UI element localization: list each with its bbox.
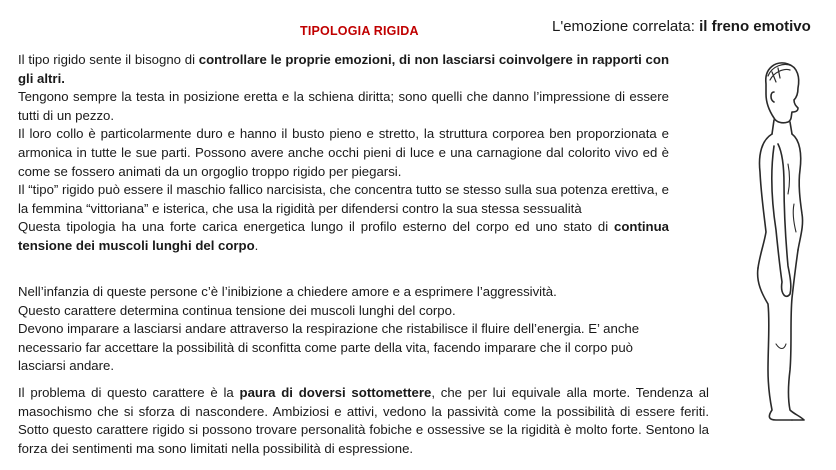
childhood-block — [18, 283, 669, 376]
paragraph-rigid-type: Il “tipo” rigido può essere il maschio fallico narcisista, che concentra tutto se stesso sulla sua potenza erettiva, e la femmina “vittoriana” e isterica, che usa la rigidità per difendersi contro la sua stessa sessualità — [18, 182, 669, 216]
paragraph-letting-go: Devono imparare a lasciarsi andare attraverso la respirazione che ristabilisce il fluire dell’energia. E’ anche necessario far accettare la possibilità di sconfitta come parte della vita, facendo imparare che il corpo può lasciarsi andare. — [18, 321, 640, 374]
text-span: Il problema di questo carattere è la — [18, 385, 240, 400]
text-span: . — [254, 237, 259, 253]
subtitle-prefix: L'emozione correlata: — [552, 18, 700, 35]
description-block — [18, 51, 669, 256]
knee-detail — [776, 344, 786, 349]
standing-man-figure — [728, 54, 836, 426]
emotion-subtitle — [552, 18, 811, 35]
bold-span: controllare le proprie emozioni, di non lasciarsi coinvolgere in rapporti con gli altri. — [18, 52, 670, 86]
paragraph-posture: Tengono sempre la testa in posizione eretta e la schiena diritta; sono quelli che danno l’impressione di essere tutti di un pezzo. — [18, 89, 669, 123]
subtitle-emphasis: il freno emotivo — [699, 18, 811, 35]
back-leg-outline — [758, 268, 792, 420]
text-span: Il tipo rigido sente il bisogno di — [18, 52, 199, 67]
paragraph-energy — [18, 218, 669, 255]
paragraph-control-emotions — [18, 51, 669, 88]
back-outline — [758, 134, 772, 268]
front-leg-outline — [789, 250, 805, 420]
paragraph-body-structure: Il loro collo è particolarmente duro e hanno il busto pieno e stretto, la struttura corporea ben proporzionata e armonica in tutte le sue parti. Possono avere anche occhi pieni di luce e una carnagione dal colorito vivo ed è come se fossero animati da un orgoglio troppo rigido per piegarsi. — [18, 126, 669, 179]
bold-span: paura di doversi sottomettere — [239, 385, 432, 400]
page-title: TIPOLOGIA RIGIDA — [300, 24, 419, 38]
text-span: , che per lui equivale alla morte. Tendenza al masochismo che si sforza di nascondere. Ambiziosi e attivi, vedono la passività come la possibilità di essere feriti. Sotto questo carattere rigido si possono trovare personalità fobiche e ossessive se la rigidità è molto forte. Sentono la forza dei sentimenti ma sono limitati nella possibilità di espressione. — [18, 385, 709, 456]
text-span: Questa tipologia ha una forte carica energetica lungo il profilo esterno del corpo ed uno stato di — [18, 219, 615, 235]
paragraph-problem — [18, 384, 709, 458]
paragraph-childhood: Nell’infanzia di queste persone c’è l’inibizione a chiedere amore e a esprimere l’aggressività. — [18, 284, 557, 299]
muscle-contours — [788, 164, 796, 232]
bold-span: continua tensione dei muscoli lunghi del corpo — [18, 219, 669, 253]
ear-outline — [771, 92, 774, 102]
problem-block — [18, 384, 709, 458]
paragraph-tension: Questo carattere determina continua tensione dei muscoli lunghi del corpo. — [18, 302, 456, 318]
front-outline — [792, 134, 803, 250]
